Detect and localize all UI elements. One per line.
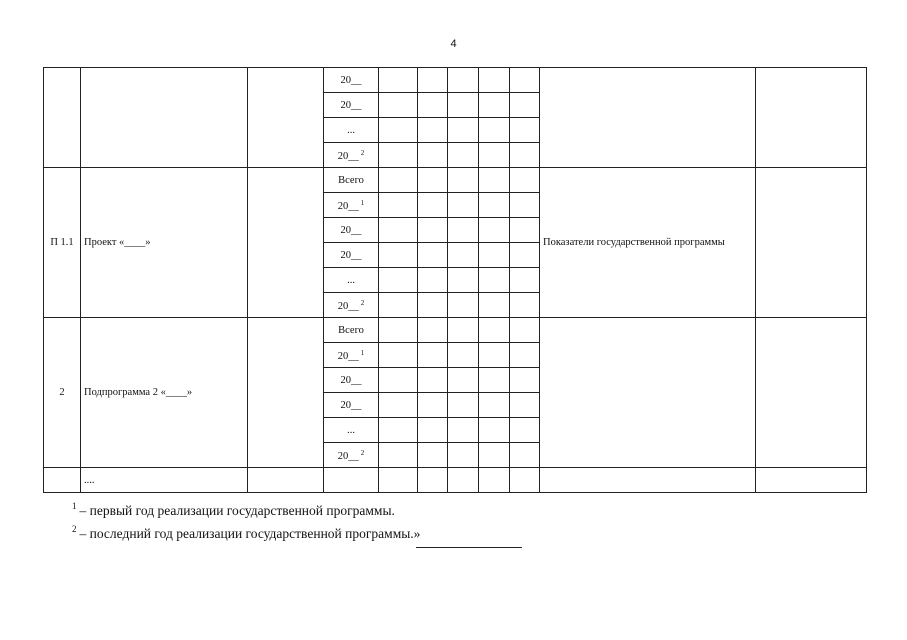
value-cell <box>448 268 479 293</box>
footnotes <box>72 497 420 543</box>
value-cell <box>510 168 540 193</box>
value-cell <box>510 418 540 443</box>
value-cell <box>418 168 448 193</box>
indicator-cell: Показатели государственной программы <box>540 168 756 318</box>
value-cell <box>379 243 418 268</box>
value-cell <box>448 418 479 443</box>
value-cell <box>418 468 448 493</box>
value-cell <box>448 168 479 193</box>
value-cell <box>479 243 510 268</box>
value-cell <box>510 218 540 243</box>
value-cell <box>479 268 510 293</box>
row-number-cell <box>44 468 81 493</box>
value-cell <box>448 118 479 143</box>
value-cell <box>379 443 418 468</box>
value-cell <box>479 293 510 318</box>
value-cell <box>418 418 448 443</box>
value-cell <box>418 343 448 368</box>
value-cell <box>510 368 540 393</box>
value-cell <box>379 193 418 218</box>
year-label: 20__ <box>340 399 362 411</box>
row-name-cell <box>81 68 248 168</box>
value-cell <box>418 68 448 93</box>
year-cell <box>324 68 379 93</box>
end-rule <box>416 547 522 548</box>
value-cell <box>448 193 479 218</box>
value-cell <box>448 93 479 118</box>
year-label: 20__ <box>337 350 359 362</box>
value-cell <box>479 68 510 93</box>
year-label: Всего <box>338 324 364 336</box>
value-cell <box>379 418 418 443</box>
value-cell <box>448 218 479 243</box>
value-cell <box>448 443 479 468</box>
value-cell <box>418 118 448 143</box>
year-label: ... <box>347 424 355 436</box>
value-cell <box>448 468 479 493</box>
responsible-cell <box>248 318 324 468</box>
value-cell <box>379 168 418 193</box>
value-cell <box>379 343 418 368</box>
year-label: ... <box>347 274 355 286</box>
responsible-cell <box>248 468 324 493</box>
value-cell <box>479 418 510 443</box>
value-cell <box>479 318 510 343</box>
footnote-mark: 1 <box>72 501 77 511</box>
value-cell <box>479 468 510 493</box>
year-label: 20__ <box>340 99 362 111</box>
table-row <box>44 468 867 493</box>
value-cell <box>418 193 448 218</box>
year-label: 20__ <box>340 249 362 261</box>
row-number-cell: П 1.1 <box>44 168 81 318</box>
value-cell <box>448 243 479 268</box>
value-cell <box>448 318 479 343</box>
value-cell <box>379 368 418 393</box>
footnote-ref: 1 <box>360 348 365 357</box>
footnote-mark: 2 <box>72 524 77 534</box>
value-cell <box>379 218 418 243</box>
value-cell <box>448 393 479 418</box>
last-column-cell <box>756 168 867 318</box>
row-number-cell: 2 <box>44 318 81 468</box>
value-cell <box>448 143 479 168</box>
value-cell <box>379 68 418 93</box>
value-cell <box>379 143 418 168</box>
value-cell <box>379 468 418 493</box>
value-cell <box>510 293 540 318</box>
value-cell <box>479 168 510 193</box>
value-cell <box>379 318 418 343</box>
year-cell <box>324 243 379 268</box>
year-label: Всего <box>338 174 364 186</box>
year-cell <box>324 143 379 168</box>
footnote-ref: 2 <box>360 298 365 307</box>
value-cell <box>418 268 448 293</box>
indicator-cell <box>540 318 756 468</box>
year-label: 20__ <box>337 450 359 462</box>
year-cell <box>324 118 379 143</box>
footnote-text: – последний год реализации государственной программы.» <box>79 526 421 541</box>
year-label: 20__ <box>340 224 362 236</box>
year-cell <box>324 343 379 368</box>
year-label: 20__ <box>337 200 359 212</box>
value-cell <box>418 293 448 318</box>
value-cell <box>448 68 479 93</box>
value-cell <box>418 218 448 243</box>
value-cell <box>510 343 540 368</box>
footnote-ref: 2 <box>360 448 365 457</box>
value-cell <box>379 93 418 118</box>
footnote-ref: 2 <box>360 148 365 157</box>
row-name-cell: Подпрограмма 2 «____» <box>81 318 248 468</box>
year-cell <box>324 368 379 393</box>
value-cell <box>510 118 540 143</box>
program-table <box>43 67 867 493</box>
value-cell <box>479 368 510 393</box>
value-cell <box>479 118 510 143</box>
footnote-1 <box>72 497 420 520</box>
last-column-cell <box>756 468 867 493</box>
year-label: 20__ <box>340 374 362 386</box>
value-cell <box>479 193 510 218</box>
year-label: 20__ <box>340 74 362 86</box>
responsible-cell <box>248 168 324 318</box>
value-cell <box>479 393 510 418</box>
last-column-cell <box>756 318 867 468</box>
row-name-cell: Проект «____» <box>81 168 248 318</box>
year-cell <box>324 418 379 443</box>
value-cell <box>479 93 510 118</box>
value-cell <box>418 143 448 168</box>
year-cell <box>324 293 379 318</box>
footnote-ref: 1 <box>360 198 365 207</box>
year-label: 20__ <box>337 150 359 162</box>
table-row <box>44 68 867 93</box>
year-cell <box>324 193 379 218</box>
value-cell <box>479 443 510 468</box>
value-cell <box>418 243 448 268</box>
year-label: ... <box>347 124 355 136</box>
value-cell <box>448 368 479 393</box>
table-row <box>44 168 867 193</box>
year-cell <box>324 393 379 418</box>
value-cell <box>510 68 540 93</box>
year-cell <box>324 468 379 493</box>
table-row <box>44 318 867 343</box>
value-cell <box>448 343 479 368</box>
footnote-2 <box>72 520 420 543</box>
value-cell <box>418 368 448 393</box>
year-cell <box>324 218 379 243</box>
value-cell <box>510 193 540 218</box>
value-cell <box>479 143 510 168</box>
value-cell <box>418 443 448 468</box>
value-cell <box>418 393 448 418</box>
value-cell <box>510 318 540 343</box>
year-cell <box>324 443 379 468</box>
row-number-cell <box>44 68 81 168</box>
value-cell <box>510 393 540 418</box>
value-cell <box>479 218 510 243</box>
indicator-cell <box>540 68 756 168</box>
value-cell <box>510 243 540 268</box>
year-cell <box>324 318 379 343</box>
indicator-cell <box>540 468 756 493</box>
value-cell <box>379 118 418 143</box>
last-column-cell <box>756 68 867 168</box>
value-cell <box>418 93 448 118</box>
responsible-cell <box>248 68 324 168</box>
value-cell <box>448 293 479 318</box>
value-cell <box>510 443 540 468</box>
footnote-text: – первый год реализации государственной программы. <box>79 503 395 518</box>
year-label: 20__ <box>337 300 359 312</box>
value-cell <box>510 93 540 118</box>
value-cell <box>379 393 418 418</box>
row-name-cell: .... <box>81 468 248 493</box>
value-cell <box>379 293 418 318</box>
value-cell <box>510 143 540 168</box>
value-cell <box>479 343 510 368</box>
year-cell <box>324 268 379 293</box>
value-cell <box>418 318 448 343</box>
value-cell <box>510 268 540 293</box>
year-cell <box>324 93 379 118</box>
page-number: 4 <box>450 38 457 50</box>
value-cell <box>510 468 540 493</box>
year-cell <box>324 168 379 193</box>
value-cell <box>379 268 418 293</box>
